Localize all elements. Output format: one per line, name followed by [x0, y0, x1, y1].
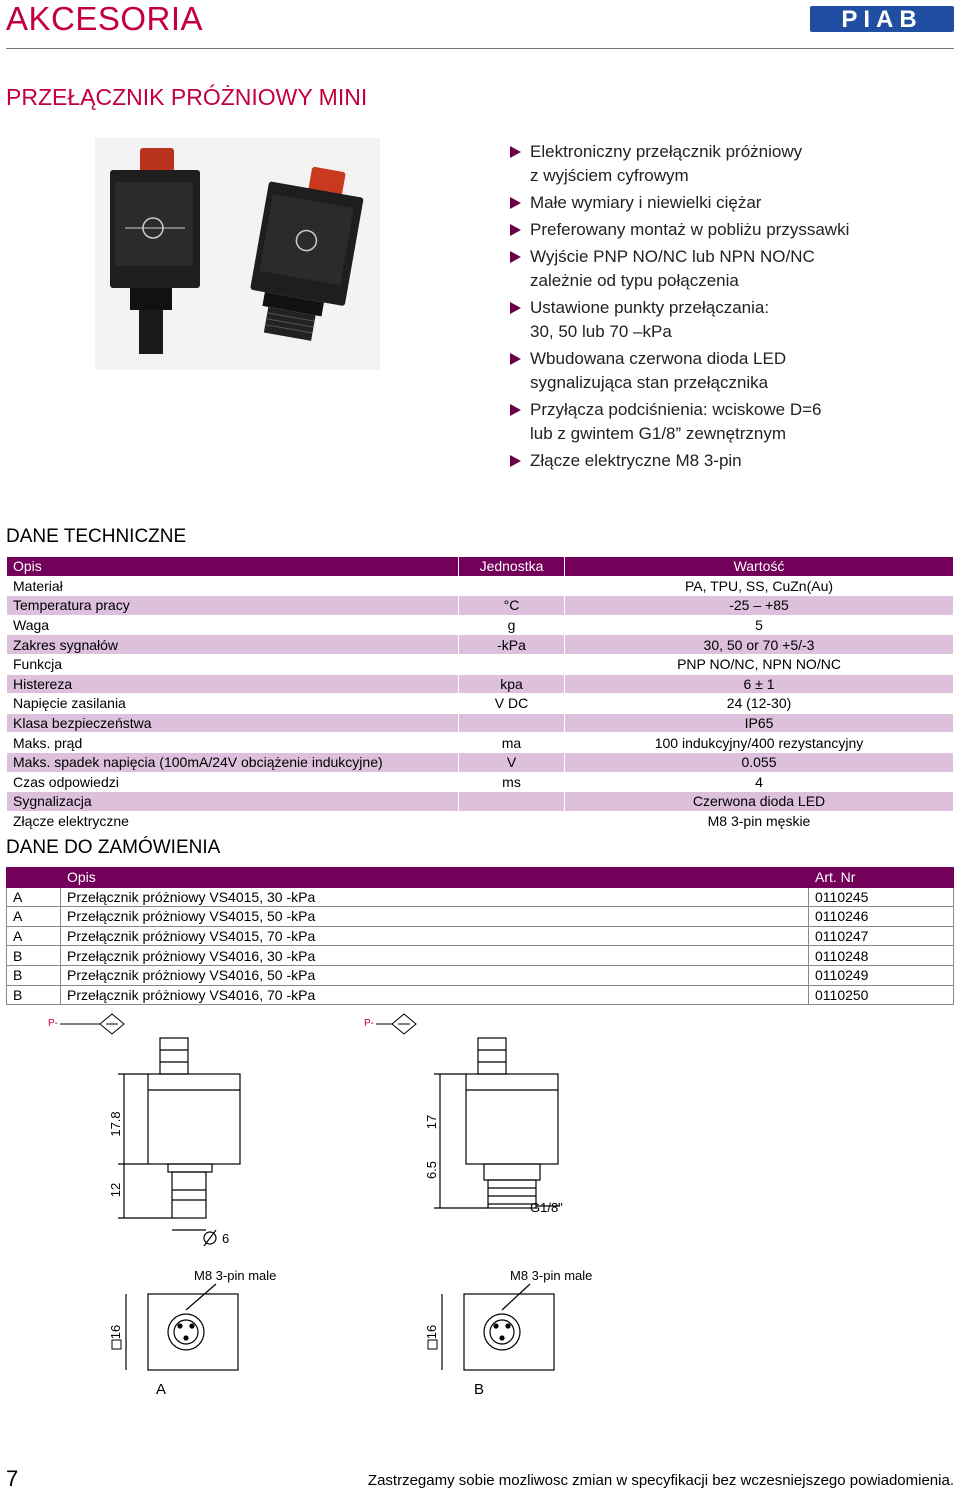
dim-b-stem: 6.5	[424, 1160, 439, 1180]
table-row	[7, 985, 954, 1005]
table-cell: 100 indukcyjny/400 rezystancyjny	[565, 733, 954, 753]
table-cell: ms	[459, 772, 565, 792]
svg-text:P-: P-	[48, 1018, 58, 1029]
table-row	[7, 772, 954, 792]
dim-b-body: 17	[424, 1114, 439, 1130]
device-a-side-view	[118, 1038, 240, 1230]
table-cell: Maks. prąd	[7, 733, 459, 753]
table-row	[7, 752, 954, 772]
table-cell: Przełącznik próżniowy VS4016, 30 -kPa	[61, 946, 809, 966]
table-row	[7, 596, 954, 616]
connector-b-label: M8 3-pin male	[510, 1268, 593, 1283]
feature-item: Ustawione punkty przełączania: 30, 50 lub 70 –kPa	[508, 296, 948, 344]
square-icon	[428, 1340, 437, 1349]
table-cell	[459, 811, 565, 831]
square-icon	[112, 1340, 121, 1349]
connector-b-bottom-view	[442, 1284, 554, 1370]
table-cell: V	[459, 752, 565, 772]
table-cell: B	[7, 965, 61, 985]
column-header: Opis	[61, 868, 809, 888]
table-cell: A	[7, 887, 61, 907]
table-cell: Maks. spadek napięcia (100mA/24V obciążenie indukcyjne)	[7, 752, 459, 772]
table-cell: 0110250	[809, 985, 954, 1005]
column-header: Art. Nr	[809, 868, 954, 888]
dim-b-thread: G1/8"	[530, 1200, 563, 1215]
dim-a-body: 17.8	[108, 1111, 123, 1137]
svg-text:PIAB: PIAB	[841, 6, 923, 32]
feature-item: Wyjście PNP NO/NC lub NPN NO/NC zależnie od typu połączenia	[508, 245, 948, 293]
feature-list	[508, 140, 948, 476]
table-row	[7, 792, 954, 812]
bullet-arrow-icon	[510, 146, 521, 158]
table-row	[7, 674, 954, 694]
product-photo	[95, 138, 380, 370]
table-cell: Histereza	[7, 674, 459, 694]
table-cell: -kPa	[459, 635, 565, 655]
table-row	[7, 713, 954, 733]
page-number: 7	[6, 1466, 19, 1491]
table-header-row	[7, 557, 954, 577]
drawing-a-label: A	[156, 1381, 167, 1398]
drawing-b-label: B	[474, 1381, 485, 1398]
table-cell: Funkcja	[7, 654, 459, 674]
bullet-arrow-icon	[510, 302, 521, 314]
connector-a-bottom-view	[126, 1284, 238, 1370]
table-row	[7, 811, 954, 831]
dim-a-diameter: 6	[222, 1231, 230, 1246]
table-cell: 24 (12-30)	[565, 694, 954, 714]
column-header	[7, 868, 61, 888]
feature-item: Złącze elektryczne M8 3-pin	[508, 449, 948, 473]
table-cell: 0110246	[809, 907, 954, 927]
table-cell: Przełącznik próżniowy VS4016, 70 -kPa	[61, 985, 809, 1005]
tech-data-heading: DANE TECHNICZNE	[6, 526, 187, 547]
tech-data-table	[6, 556, 954, 831]
feature-item: Przyłącza podciśnienia: wciskowe D=6 lub z gwintem G1/8” zewnętrznym	[508, 398, 948, 446]
dim-a-stem: 12	[108, 1182, 123, 1198]
table-cell: kpa	[459, 674, 565, 694]
table-cell: Przełącznik próżniowy VS4016, 50 -kPa	[61, 965, 809, 985]
table-cell: °C	[459, 596, 565, 616]
dim-b-square: 16	[424, 1324, 439, 1340]
table-cell: PNP NO/NC, NPN NO/NC	[565, 654, 954, 674]
table-cell: 0110245	[809, 887, 954, 907]
table-cell: IP65	[565, 713, 954, 733]
table-row	[7, 887, 954, 907]
table-cell: 30, 50 or 70 +5/-3	[565, 635, 954, 655]
table-cell: Temperatura pracy	[7, 596, 459, 616]
product-title: PRZEŁĄCZNIK PRÓŻNIOWY MINI	[6, 84, 368, 110]
table-cell: 5	[565, 615, 954, 635]
device-b-side-view	[434, 1038, 560, 1208]
bullet-arrow-icon	[510, 353, 521, 365]
table-cell: Przełącznik próżniowy VS4015, 30 -kPa	[61, 887, 809, 907]
table-cell: Napięcie zasilania	[7, 694, 459, 714]
table-cell: A	[7, 926, 61, 946]
table-row	[7, 654, 954, 674]
table-row	[7, 946, 954, 966]
table-cell: Sygnalizacja	[7, 792, 459, 812]
table-cell: Klasa bezpieczeństwa	[7, 713, 459, 733]
table-row	[7, 635, 954, 655]
table-cell: -25 – +85	[565, 596, 954, 616]
header-divider	[6, 48, 954, 49]
bullet-arrow-icon	[510, 404, 521, 416]
table-cell: M8 3-pin męskie	[565, 811, 954, 831]
table-cell	[459, 713, 565, 733]
table-cell: Złącze elektryczne	[7, 811, 459, 831]
dim-a-square: 16	[108, 1324, 123, 1340]
column-header: Jednostka	[459, 557, 565, 577]
feature-item: Wbudowana czerwona dioda LED sygnalizująca stan przełącznika	[508, 347, 948, 395]
table-cell: Czas odpowiedzi	[7, 772, 459, 792]
table-cell: 0110248	[809, 946, 954, 966]
order-data-heading: DANE DO ZAMÓWIENIA	[6, 837, 221, 858]
table-row	[7, 733, 954, 753]
bullet-arrow-icon	[510, 224, 521, 236]
technical-drawings	[0, 1010, 960, 1410]
table-cell: B	[7, 985, 61, 1005]
table-cell: Czerwona dioda LED	[565, 792, 954, 812]
table-cell: 6 ± 1	[565, 674, 954, 694]
section-title: AKCESORIA	[6, 0, 204, 37]
table-row	[7, 576, 954, 596]
piab-logo	[810, 6, 954, 32]
order-data-table	[6, 867, 954, 1005]
table-cell: 4	[565, 772, 954, 792]
table-cell: 0110247	[809, 926, 954, 946]
feature-item: Małe wymiary i niewielki ciężar	[508, 191, 948, 215]
feature-item: Elektroniczny przełącznik próżniowy z wyjściem cyfrowym	[508, 140, 948, 188]
bullet-arrow-icon	[510, 455, 521, 467]
table-cell: g	[459, 615, 565, 635]
table-cell: Zakres sygnałów	[7, 635, 459, 655]
table-cell: V DC	[459, 694, 565, 714]
table-row	[7, 926, 954, 946]
disclaimer: Zastrzegamy sobie mozliwosc zmian w specyfikacji bez wczesniejszego powiadomienia.	[367, 1472, 954, 1489]
table-cell	[459, 792, 565, 812]
table-cell	[459, 576, 565, 596]
table-cell	[459, 654, 565, 674]
svg-text:P-: P-	[364, 1018, 374, 1029]
feature-item: Preferowany montaż w pobliżu przyssawki	[508, 218, 948, 242]
table-row	[7, 615, 954, 635]
pressure-switch-symbol-a	[48, 1014, 124, 1034]
table-cell: Materiał	[7, 576, 459, 596]
connector-a-label: M8 3-pin male	[194, 1268, 277, 1283]
table-cell: 0110249	[809, 965, 954, 985]
table-row	[7, 694, 954, 714]
bullet-arrow-icon	[510, 197, 521, 209]
table-cell: Przełącznik próżniowy VS4015, 50 -kPa	[61, 907, 809, 927]
table-row	[7, 965, 954, 985]
bullet-arrow-icon	[510, 251, 521, 263]
column-header: Opis	[7, 557, 459, 577]
table-cell: A	[7, 907, 61, 927]
column-header: Wartość	[565, 557, 954, 577]
pressure-switch-symbol-b	[364, 1014, 416, 1034]
table-cell: ma	[459, 733, 565, 753]
table-cell: 0.055	[565, 752, 954, 772]
table-cell: Przełącznik próżniowy VS4015, 70 -kPa	[61, 926, 809, 946]
diameter-icon	[204, 1230, 216, 1246]
table-cell: PA, TPU, SS, CuZn(Au)	[565, 576, 954, 596]
table-cell: Waga	[7, 615, 459, 635]
table-header-row	[7, 868, 954, 888]
table-cell: B	[7, 946, 61, 966]
table-row	[7, 907, 954, 927]
